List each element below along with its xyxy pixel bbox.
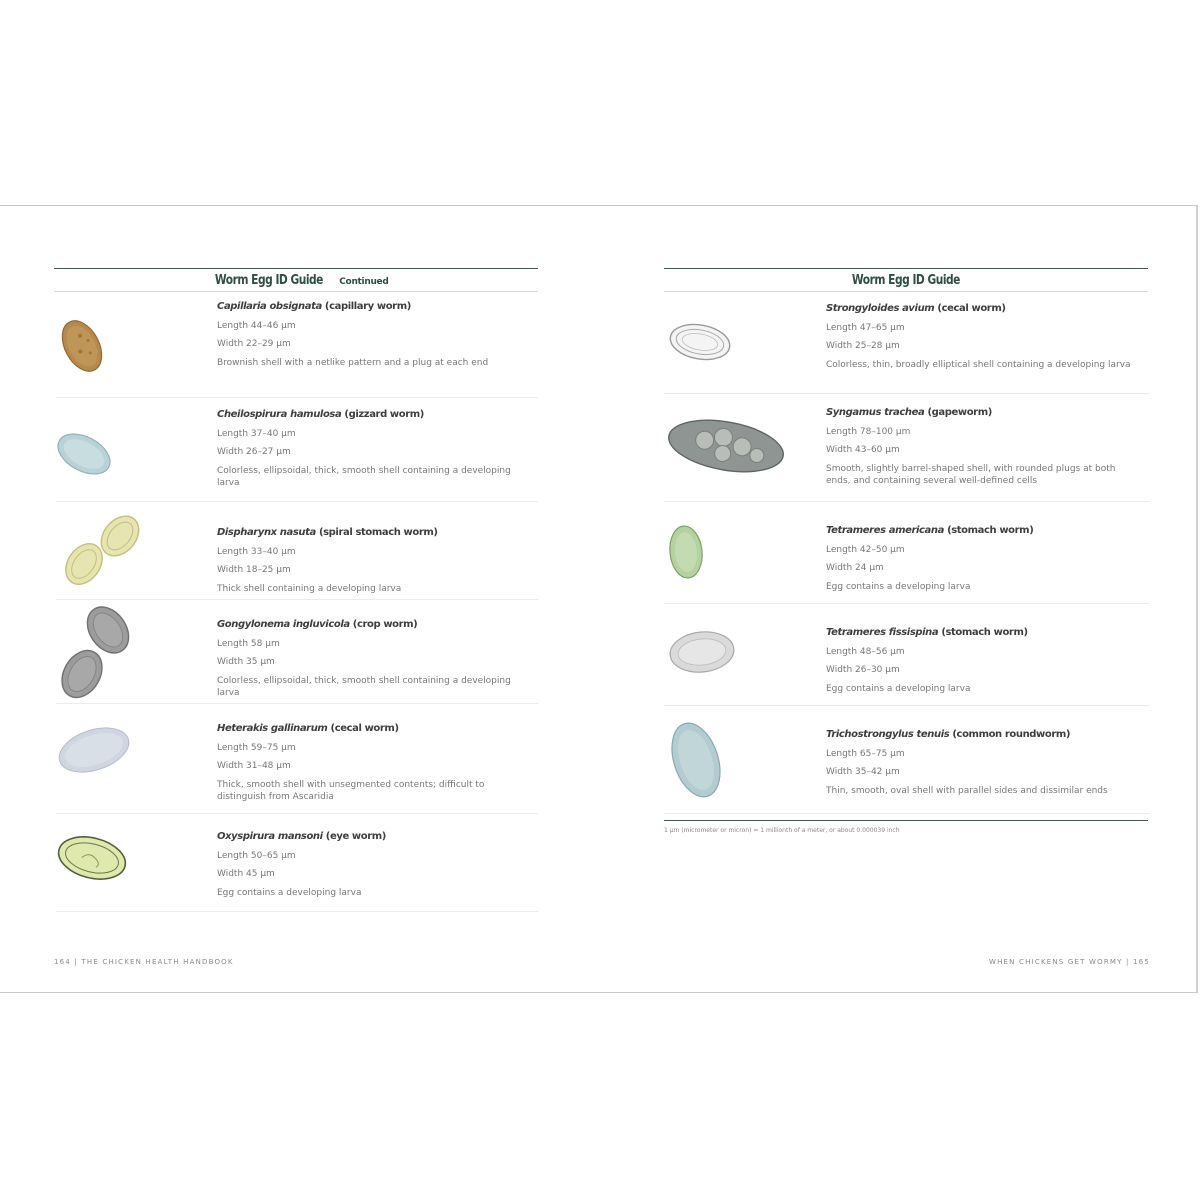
egg-width: Width 26–30 μm xyxy=(826,665,900,675)
egg-description: Colorless, ellipsoidal, thick, smooth shell containing a developing larva xyxy=(217,465,511,488)
egg-width: Width 26–27 μm xyxy=(217,447,291,457)
species-name: Strongyloides avium (cecal worm) xyxy=(826,303,1006,314)
egg-width: Width 31–48 μm xyxy=(217,761,291,771)
left-guide-header xyxy=(54,268,538,292)
egg-text-block xyxy=(826,300,1142,371)
species-name: Cheilospirura hamulosa (gizzard worm) xyxy=(217,409,424,420)
left-page xyxy=(0,206,600,992)
egg-entry-strongyloides xyxy=(664,294,1150,394)
egg-entry-trichostrongylus xyxy=(664,706,1150,814)
egg-entry-tetrameres-americana xyxy=(664,502,1150,604)
egg-illustration-trichostrongylus xyxy=(664,706,814,814)
egg-length: Length 37–40 μm xyxy=(217,428,296,439)
egg-description: Brownish shell with a netlike pattern and a plug at each end xyxy=(217,357,489,368)
right-guide-header xyxy=(664,268,1148,292)
egg-illustration-dispharynx xyxy=(56,502,206,600)
egg-text-block xyxy=(217,406,517,490)
species-name: Trichostrongylus tenuis (common roundworm) xyxy=(826,729,1071,740)
species-name: Tetrameres fissispina (stomach worm) xyxy=(826,627,1028,638)
egg-width: Width 45 μm xyxy=(217,869,275,879)
egg-entry-dispharynx xyxy=(56,502,538,600)
egg-length: Length 48–56 μm xyxy=(826,646,905,657)
species-name: Oxyspirura mansoni (eye worm) xyxy=(217,831,386,842)
egg-length: Length 33–40 μm xyxy=(217,546,296,557)
egg-entry-capillaria xyxy=(56,298,538,398)
egg-text-block xyxy=(217,524,517,598)
egg-description: Egg contains a developing larva xyxy=(826,581,971,592)
book-spread xyxy=(0,205,1198,993)
egg-description: Thick shell containing a developing larva xyxy=(217,583,402,594)
egg-description: Egg contains a developing larva xyxy=(826,683,971,694)
egg-length: Length 44–46 μm xyxy=(217,320,296,331)
egg-illustration-gongylonema xyxy=(56,600,206,704)
egg-description: Colorless, ellipsoidal, thick, smooth shell containing a developing larva xyxy=(217,675,511,698)
egg-entry-syngamus xyxy=(664,394,1150,502)
egg-width: Width 18–25 μm xyxy=(217,565,291,575)
egg-illustration-syngamus xyxy=(664,394,814,502)
egg-entry-oxyspirura xyxy=(56,814,538,912)
guide-continued-label: Continued xyxy=(339,277,389,287)
egg-text-block xyxy=(217,616,517,700)
right-folio: WHEN CHICKENS GET WORMY | 165 xyxy=(988,958,1150,966)
egg-length: Length 78–100 μm xyxy=(826,426,911,437)
egg-illustration-oxyspirura xyxy=(56,814,206,912)
species-name: Heterakis gallinarum (cecal worm) xyxy=(217,723,399,734)
egg-entry-gongylonema xyxy=(56,600,538,704)
egg-description: Thick, smooth shell with unsegmented contents; difficult to distinguish from Ascaridia xyxy=(217,779,485,802)
egg-width: Width 35–42 μm xyxy=(826,767,900,777)
species-name: Dispharynx nasuta (spiral stomach worm) xyxy=(217,527,438,538)
egg-illustration-heterakis xyxy=(56,704,206,814)
egg-entry-cheilospirura xyxy=(56,398,538,502)
egg-illustration-capillaria xyxy=(56,298,206,398)
egg-description: Egg contains a developing larva xyxy=(217,887,362,898)
egg-description: Smooth, slightly barrel-shaped shell, with rounded plugs at both ends, and containing several well-defined cells xyxy=(826,463,1116,486)
left-folio: 164 | THE CHICKEN HEALTH HANDBOOK xyxy=(54,958,234,966)
egg-length: Length 59–75 μm xyxy=(217,742,296,753)
egg-width: Width 25–28 μm xyxy=(826,341,900,351)
egg-text-block xyxy=(217,828,517,902)
species-name: Gongylonema ingluvicola (crop worm) xyxy=(217,619,418,630)
guide-title: Worm Egg ID Guide xyxy=(215,273,324,288)
egg-width: Width 35 μm xyxy=(217,657,275,667)
egg-description: Colorless, thin, broadly elliptical shell containing a developing larva xyxy=(826,359,1131,370)
egg-text-block xyxy=(826,522,1142,596)
egg-length: Length 47–65 μm xyxy=(826,322,905,333)
egg-length: Length 65–75 μm xyxy=(826,748,905,759)
egg-entry-heterakis xyxy=(56,704,538,814)
species-name: Capillaria obsignata (capillary worm) xyxy=(217,301,411,312)
egg-length: Length 50–65 μm xyxy=(217,850,296,861)
egg-text-block xyxy=(826,404,1142,488)
egg-width: Width 22–29 μm xyxy=(217,339,291,349)
micrometer-footnote: 1 μm (micrometer or micron) = 1 millionth of a meter, or about 0.000039 inch xyxy=(664,820,1148,834)
species-name: Syngamus trachea (gapeworm) xyxy=(826,407,992,418)
species-name: Tetrameres americana (stomach worm) xyxy=(826,525,1034,536)
egg-length: Length 42–50 μm xyxy=(826,544,905,555)
egg-text-block xyxy=(217,298,517,372)
egg-length: Length 58 μm xyxy=(217,638,280,649)
guide-title: Worm Egg ID Guide xyxy=(851,273,961,288)
egg-text-block xyxy=(826,726,1142,800)
egg-illustration-tetrameres-fissispina xyxy=(664,604,814,706)
egg-entry-tetrameres-fissispina xyxy=(664,604,1150,706)
egg-width: Width 43–60 μm xyxy=(826,445,900,455)
egg-description: Thin, smooth, oval shell with parallel sides and dissimilar ends xyxy=(826,785,1108,796)
egg-text-block xyxy=(826,624,1142,698)
egg-illustration-tetrameres-americana xyxy=(664,502,814,604)
egg-width: Width 24 μm xyxy=(826,563,884,573)
egg-text-block xyxy=(217,720,517,804)
egg-illustration-strongyloides xyxy=(664,294,814,394)
egg-illustration-cheilospirura xyxy=(56,398,206,502)
